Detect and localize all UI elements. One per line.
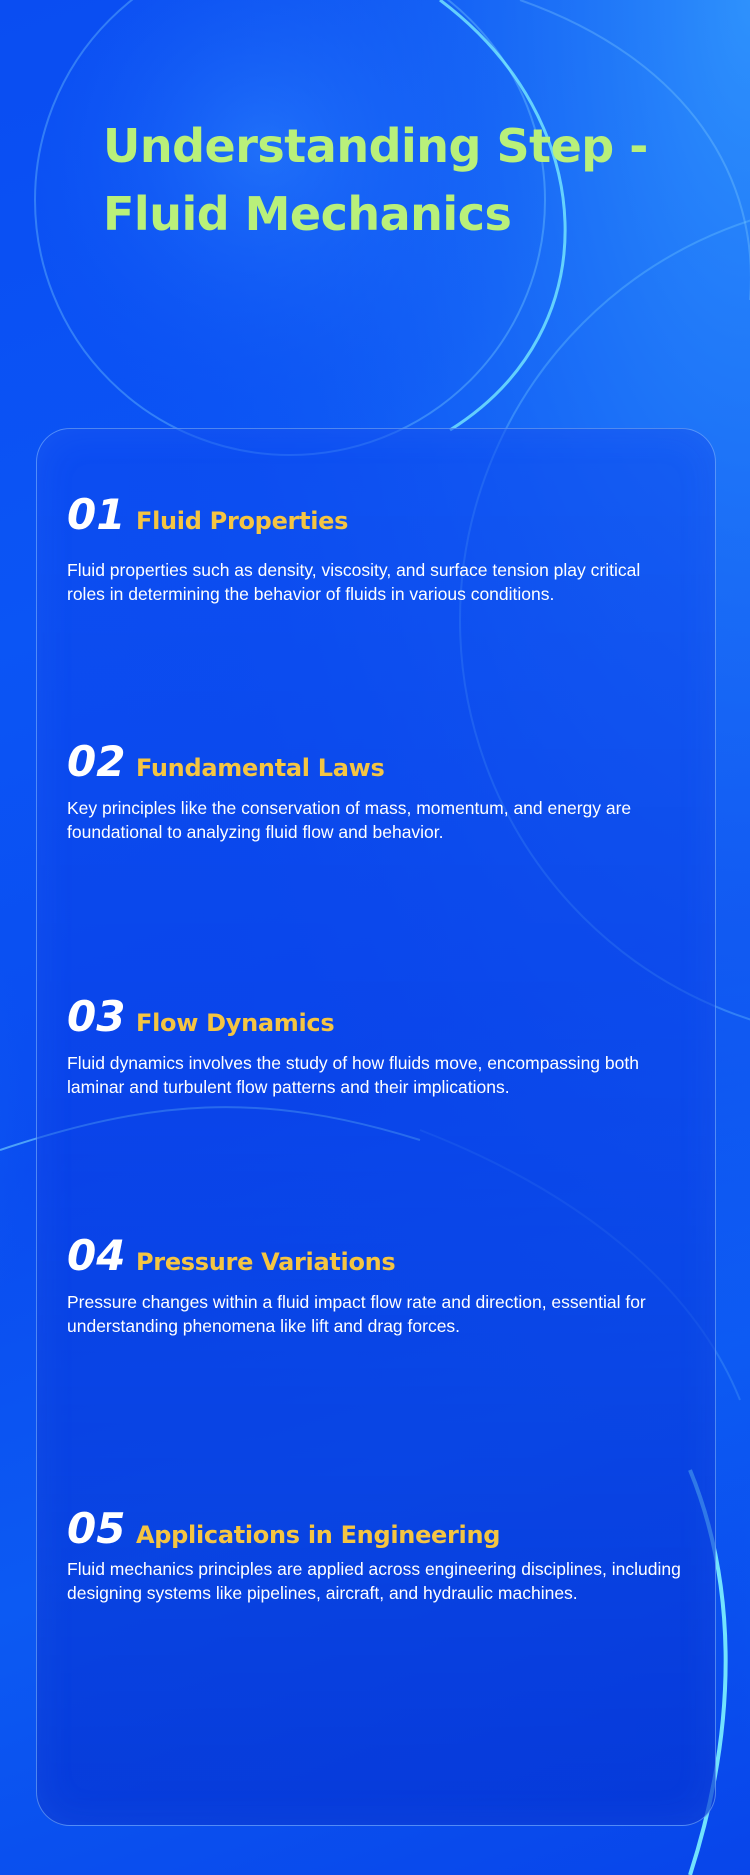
step-title: Flow Dynamics [136,1009,335,1037]
step-header [67,1228,687,1284]
step-title: Pressure Variations [136,1248,396,1276]
step-item [67,487,687,606]
step-description: Fluid dynamics involves the study of how fluids move, encompassing both laminar and turbulent flow patterns and their implications. [67,1053,639,1097]
step-number: 02 [67,737,126,786]
step-item [67,734,687,844]
step-number: 04 [67,1231,126,1280]
step-description: Fluid mechanics principles are applied across engineering disciplines, including designing systems like pipelines, aircraft, and hydraulic machines. [67,1559,681,1603]
step-number: 05 [67,1504,126,1553]
step-description: Key principles like the conservation of mass, momentum, and energy are foundational to analyzing fluid flow and behavior. [67,798,632,842]
step-header [67,989,687,1045]
page-title-line-1: Understanding Step - [103,119,648,173]
step-header [67,734,687,790]
step-title: Fundamental Laws [136,754,385,782]
steps-card [36,428,716,1826]
step-number: 01 [67,490,126,539]
page-title-line-2: Fluid Mechanics [103,187,512,241]
step-header [67,1501,687,1557]
step-item [67,1501,687,1605]
step-title: Fluid Properties [136,507,349,535]
step-description: Fluid properties such as density, viscosity, and surface tension play critical roles in determining the behavior of fluids in various conditions. [67,560,641,604]
step-item [67,989,687,1099]
step-number: 03 [67,992,126,1041]
page-title [103,112,663,248]
step-header [67,487,687,543]
step-title: Applications in Engineering [136,1521,501,1549]
step-description: Pressure changes within a fluid impact flow rate and direction, essential for understanding phenomena like lift and drag forces. [67,1292,646,1336]
step-item [67,1228,687,1338]
